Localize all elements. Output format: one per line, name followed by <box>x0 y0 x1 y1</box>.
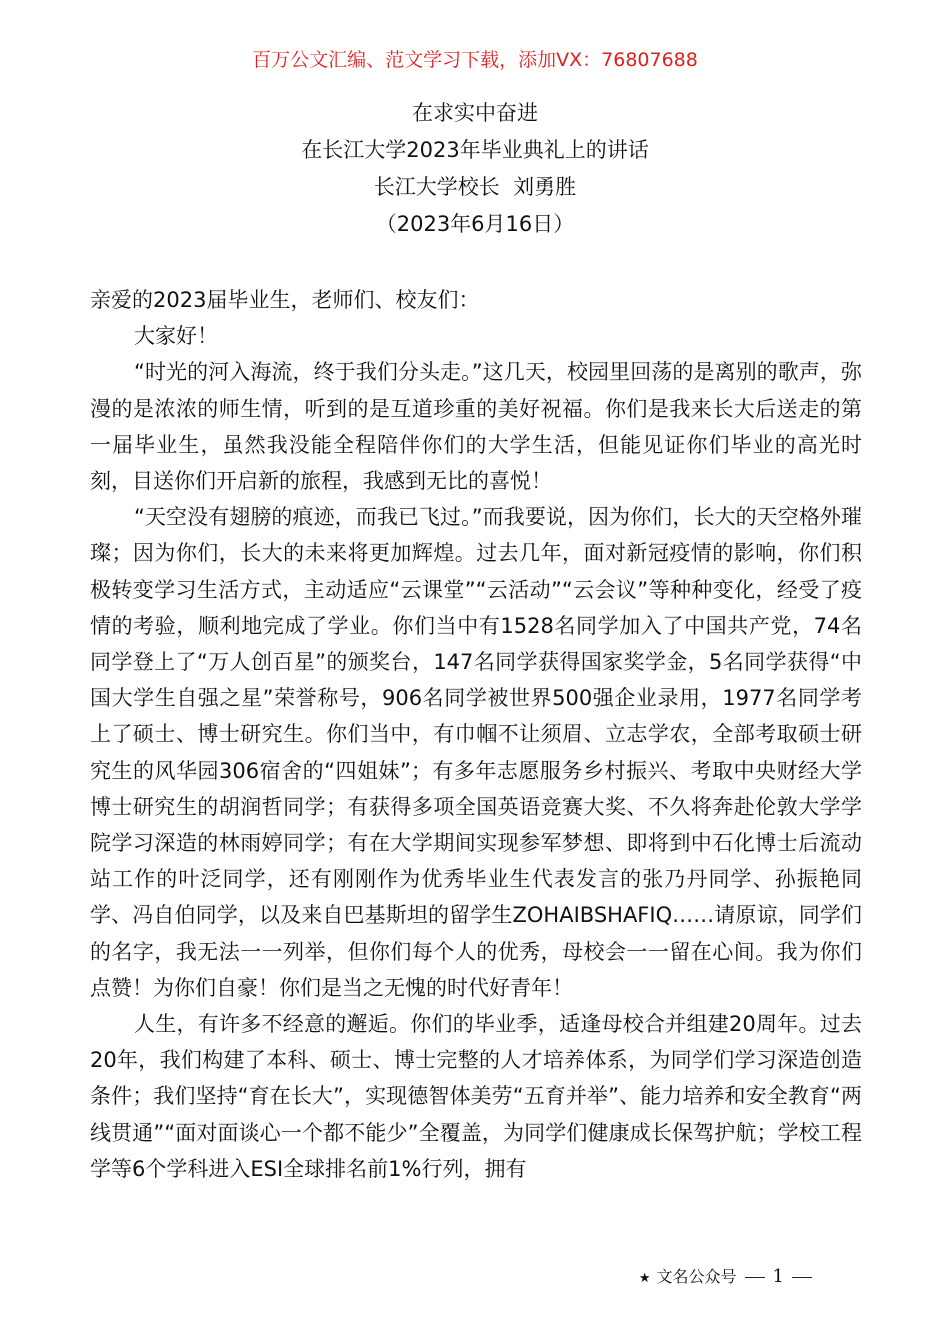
download-banner: 百万公文汇编、范文学习下载，添加VX：76807688 <box>252 49 698 71</box>
footer-label: 文名公众号 <box>656 1267 737 1286</box>
dash-divider <box>792 1277 812 1278</box>
speech-title: 在求实中奋进 <box>412 101 538 125</box>
dash-divider <box>745 1277 765 1278</box>
greeting: 大家好！ <box>134 324 218 349</box>
speech-subtitle: 在长江大学2023年毕业典礼上的讲话 <box>301 138 649 162</box>
document-header <box>0 95 950 243</box>
paragraph: “时光的河入海流，终于我们分头走。”这几天，校园里回荡的是离别的歌声，弥漫的是浓浓的师生情，听到的是互道珍重的美好祝福。你们是我来长大后送走的第一届毕业生，虽然我没能全程陪伴你们的大学生活，但能见证你们毕业的高光时刻，目送你们开启新的旅程，我感到无比的喜悦！ <box>90 360 862 494</box>
paragraph: “天空没有翅膀的痕迹，而我已飞过。”而我要说，因为你们，长大的天空格外璀璨；因为你们，长大的未来将更加辉煌。过去几年，面对新冠疫情的影响，你们积极转变学习生活方式，主动适应“云课堂”“云活动”“云会议”等种种变化，经受了疫情的考验，顺利地完成了学业。你们当中有1528名同学加入了中国共产党，74名同学登上了“万人创百星”的颁奖台，147名同学获得国家奖学金，5名同学获得“中国大学生自强之星”荣誉称号，906名同学被世界500强企业录用，1977名同学考上了硕士、博士研究生。你们当中，有巾帼不让须眉、立志学农，全部考取硕士研究生的风华园306宿舍的“四姐妹”；有多年志愿服务乡村振兴、考取中央财经大学博士研究生的胡润哲同学；有获得多项全国英语竞赛大奖、不久将奔赴伦敦大学学院学习深造的林雨婷同学；有在大学期间实现参军梦想、即将到中石化博士后流动站工作的叶泛同学，还有刚刚作为优秀毕业生代表发言的张乃丹同学、孙振艳同学、冯自伯同学，以及来自巴基斯坦的留学生ZOHAIBSHAFIQ……请原谅，同学们的名字，我无法一一列举，但你们每个人的优秀，母校会一一留在心间。我为你们点赞！为你们自豪！你们是当之无愧的时代好青年！ <box>90 505 862 1000</box>
salutation: 亲爱的2023届毕业生，老师们、校友们： <box>90 288 480 312</box>
page-number: 1 <box>772 1266 784 1287</box>
speaker-line: 长江大学校长 刘勇胜 <box>373 175 577 199</box>
speech-date: （2023年6月16日） <box>375 212 575 236</box>
page-footer <box>639 1264 820 1292</box>
paragraph: 人生，有许多不经意的邂逅。你们的毕业季，适逢母校合并组建20周年。过去20年，我们构建了本科、硕士、博士完整的人才培养体系，为同学们学习深造创造条件；我们坚持“育在长大”，实现德智体美劳“五育并举”、能力培养和安全教育“两线贯通”“面对面谈心一个都不能少”全覆盖，为同学们健康成长保驾护航；学校工程学等6个学科进入ESI全球排名前1%行列，拥有 <box>90 1012 862 1181</box>
speech-body <box>90 282 862 1187</box>
star-icon: ★ <box>638 1271 651 1286</box>
